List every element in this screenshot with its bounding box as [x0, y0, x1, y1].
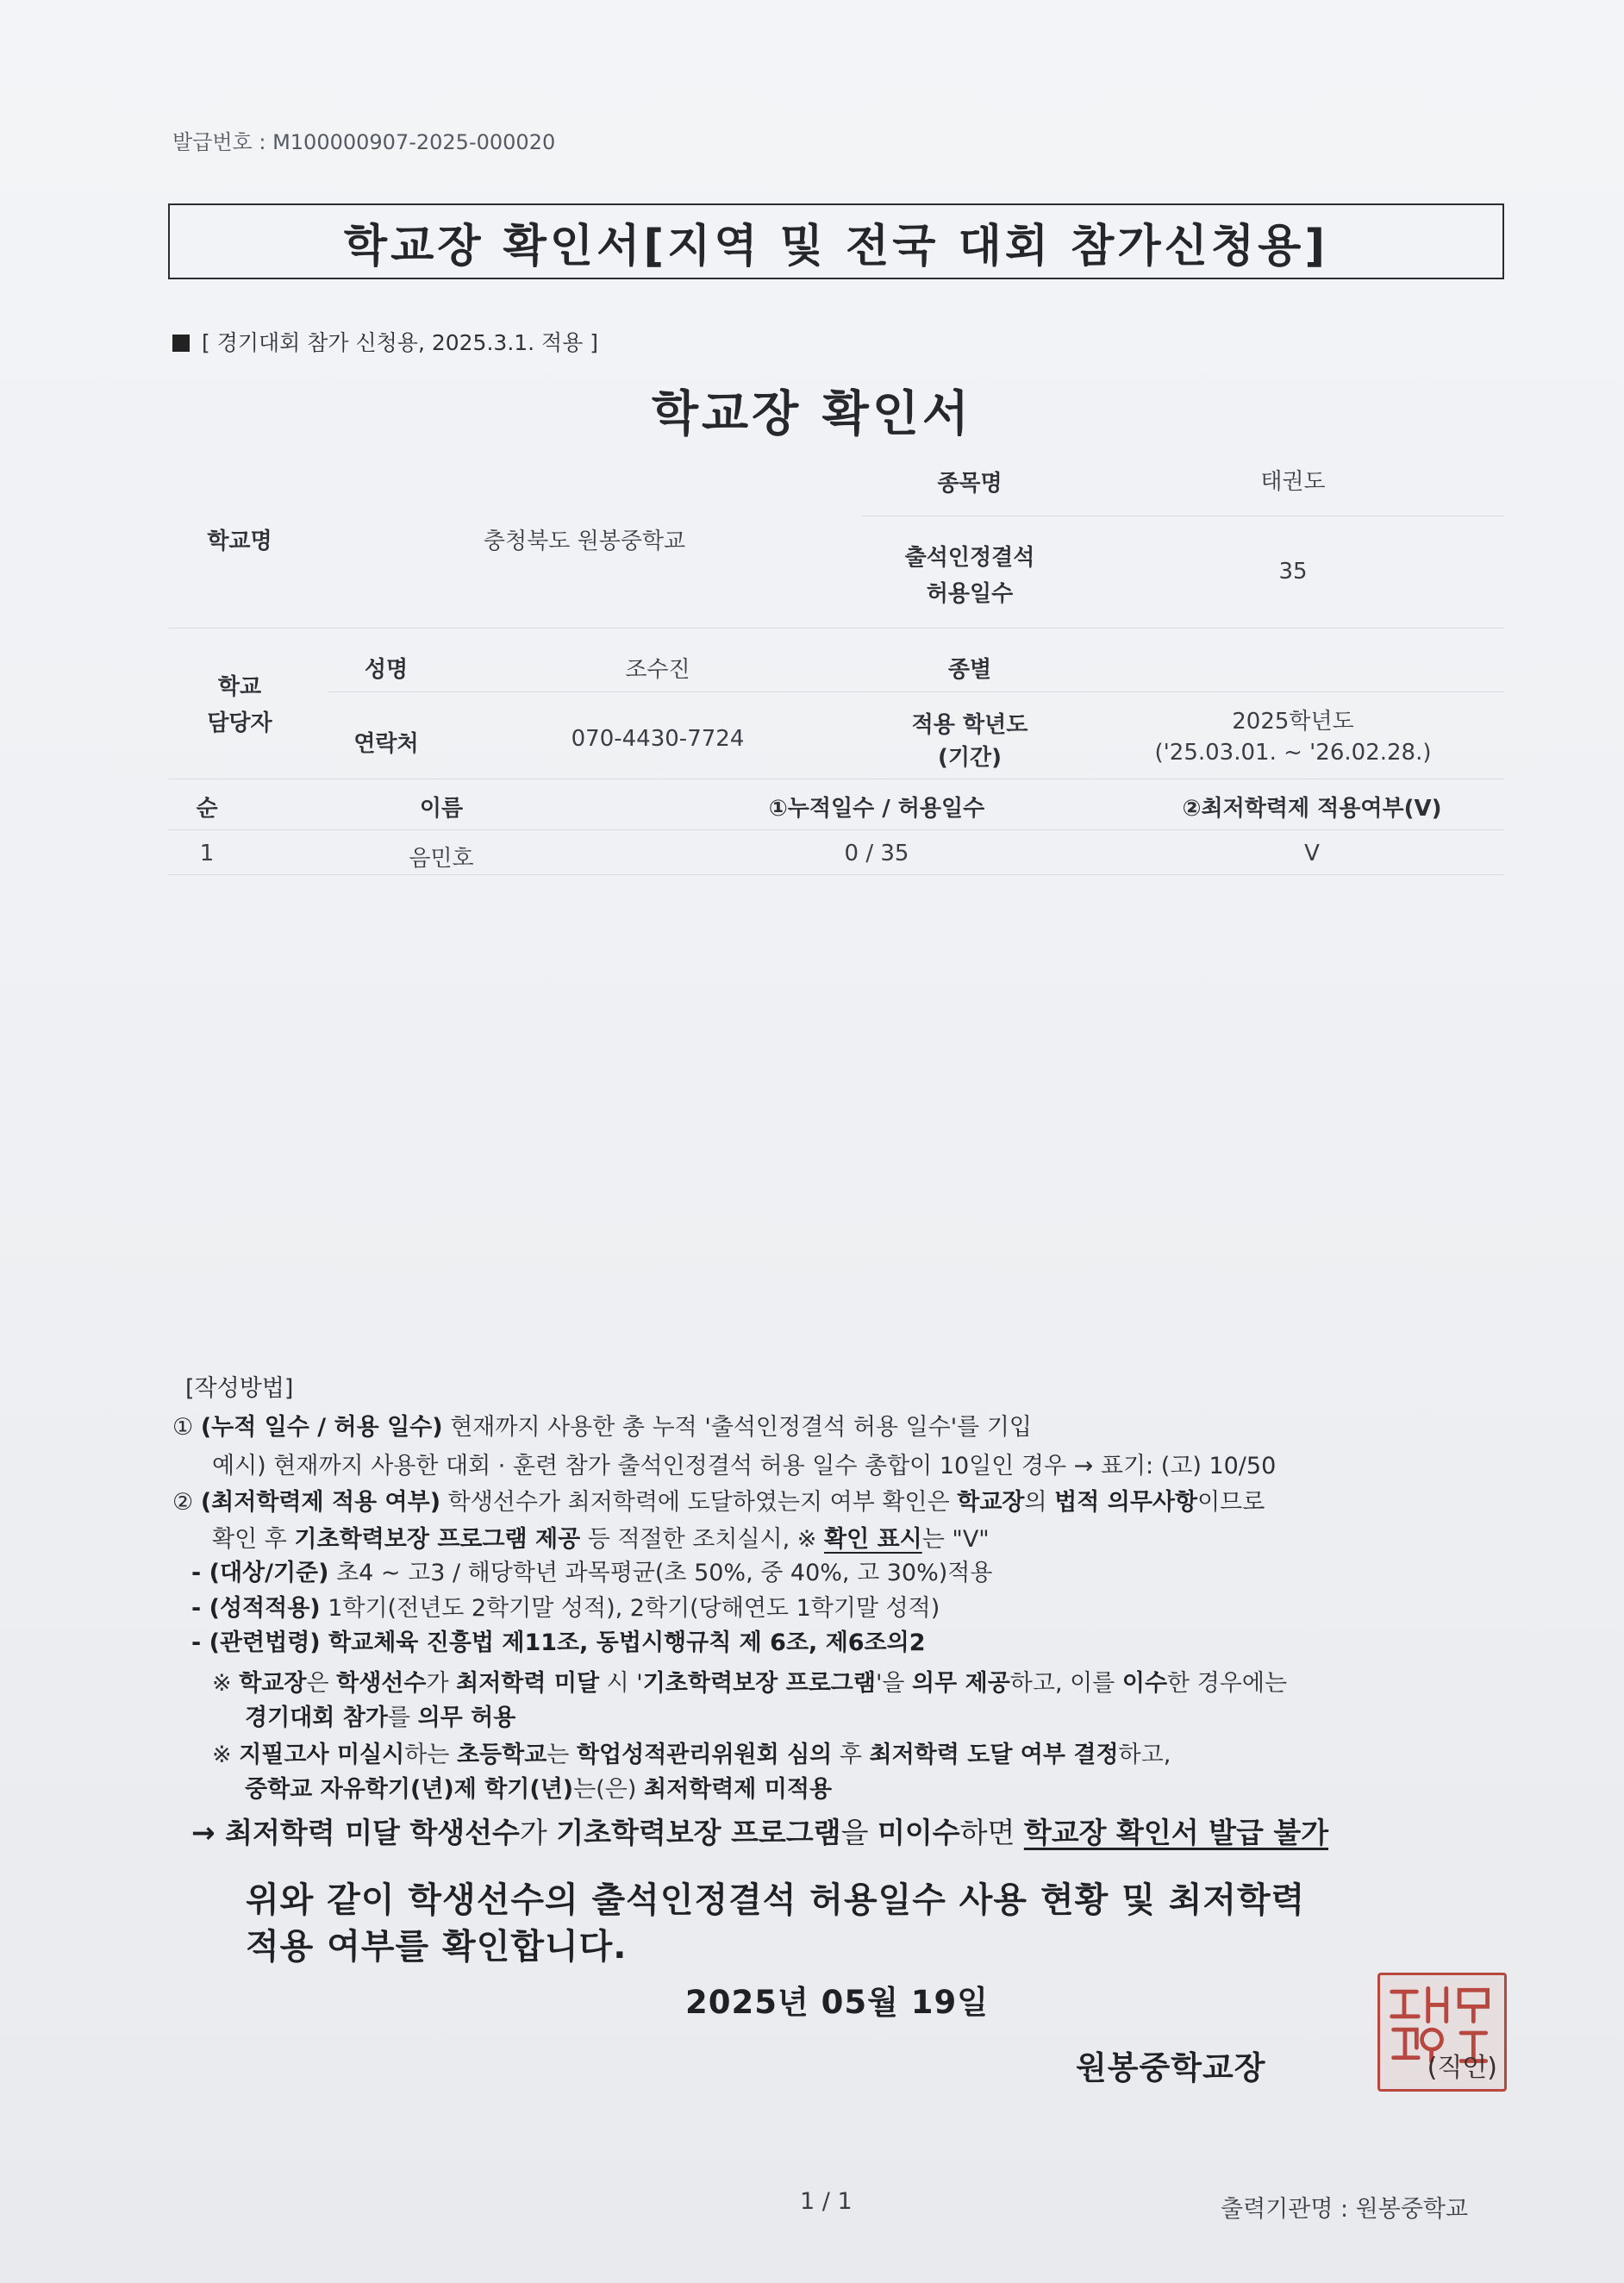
item-emphasis: 확인 표시 [824, 1526, 922, 1553]
remark-text: 가 [426, 1670, 457, 1697]
subtitle [172, 326, 598, 357]
item-number: ② [172, 1489, 194, 1516]
detail-key: - (성적적용) [191, 1595, 321, 1622]
sport-label: 종목명 [937, 471, 1003, 497]
allowed-days-label-1: 출석인정결석 [904, 545, 1035, 571]
year-label-2: (기간) [938, 745, 1002, 771]
remark-emphasis: 초등학교 [456, 1742, 547, 1768]
remark-text: 시 ' [599, 1670, 643, 1697]
remark-emphasis: 최저학력 도달 여부 결정 [869, 1742, 1119, 1768]
subtitle-text: [ 경기대회 참가 신청용, 2025.3.1. 적용 ] [202, 330, 599, 355]
guide-detail-target [191, 1554, 992, 1587]
remark-emphasis: 경기대회 참가 [245, 1704, 388, 1731]
year-value-1: 2025학년도 [1232, 709, 1354, 735]
guide-item-2 [172, 1483, 1265, 1517]
sport-value: 태권도 [1260, 469, 1326, 495]
guide-detail-grades [191, 1589, 940, 1623]
guide-remark-2-line2 [245, 1770, 832, 1804]
page-number: 1 / 1 [800, 2188, 853, 2215]
contact-person-label-2: 담당자 [207, 710, 272, 736]
remark-mark: ※ [212, 1742, 240, 1768]
warning-text: 가 [519, 1816, 557, 1849]
remark-text: 후 [832, 1742, 870, 1768]
warning-text: 하면 [959, 1816, 1024, 1849]
remark-text: 를 [387, 1704, 418, 1731]
guide-remark-1-line2 [245, 1698, 515, 1732]
remark-emphasis: 학교장 [239, 1670, 307, 1697]
name-value: 조수진 [625, 657, 690, 683]
detail-text: 학교체육 진흥법 제11조, 동법시행규칙 제 6조, 제6조의2 [320, 1629, 926, 1656]
detail-text: 1학기(전년도 2학기말 성적), 2학기(당해연도 1학기말 성적) [320, 1595, 940, 1622]
item-text: 이므로 [1197, 1489, 1265, 1516]
issue-date: 2025년 05월 19일 [685, 1984, 989, 2021]
remark-emphasis: 최저학력제 미적용 [643, 1776, 833, 1803]
main-heading: 학교장 확인서 [651, 386, 973, 442]
allowed-days-label-2: 허용일수 [926, 581, 1014, 607]
item-emphasis: 학교장 [957, 1489, 1025, 1516]
col-header-days: ①누적일수 / 허용일수 [768, 796, 985, 822]
guide-remark-1 [212, 1664, 1287, 1698]
row-min-academic: V [1304, 841, 1320, 866]
school-value: 충청북도 원봉중학교 [483, 529, 686, 554]
confirmation-line-2: 적용 여부를 확인합니다. [246, 1927, 628, 1967]
phone-label: 연락처 [353, 731, 419, 757]
warning-text: → 최저학력 미달 학생선수 [191, 1816, 520, 1849]
year-label-1: 적용 학년도 [911, 712, 1028, 738]
item-text: 확인 후 [212, 1526, 295, 1553]
remark-text: 하는 [404, 1742, 457, 1768]
allowed-days-value: 35 [1278, 559, 1308, 585]
seal-text: (직인) [1427, 2053, 1497, 2083]
remark-emphasis: 중학교 자유학기(년)제 학기(년) [245, 1776, 574, 1803]
remark-text: 는 [547, 1742, 577, 1768]
output-organization: 출력기관명 : 원봉중학교 [1221, 2196, 1469, 2223]
remark-emphasis: 이수 [1121, 1670, 1168, 1697]
contact-person-label-1: 학교 [217, 674, 262, 700]
item-key: (누적 일수 / 허용 일수) [200, 1414, 443, 1441]
school-label: 학교명 [207, 529, 272, 554]
item-emphasis: 기초학력보장 프로그램 제공 [294, 1526, 581, 1553]
event-label: 종별 [947, 657, 992, 683]
divider [168, 829, 1504, 830]
remark-text: 한 경우에는 [1167, 1670, 1288, 1697]
row-name: 음민호 [409, 846, 474, 872]
name-label: 성명 [364, 657, 409, 683]
remark-emphasis: 의무 제공 [912, 1670, 1010, 1697]
col-header-no: 순 [196, 796, 218, 822]
item-text: 등 적절한 조치실시, ※ [580, 1526, 824, 1553]
warning-text: 미이수 [877, 1816, 960, 1849]
issue-number: 발급번호 : M100000907-2025-000020 [172, 130, 556, 154]
remark-emphasis: 지필고사 미실시 [239, 1742, 405, 1768]
guide-title: [작성방법] [185, 1375, 294, 1402]
item-text: 현재까지 사용한 총 누적 '출석인정결석 허용 일수'를 기입 [442, 1414, 1032, 1441]
guide-detail-law [191, 1623, 926, 1657]
warning-text: 기초학력보장 프로그램 [556, 1816, 841, 1849]
warning-text: 을 [840, 1816, 878, 1849]
warning-text: 학교장 확인서 발급 불가 [1023, 1816, 1329, 1849]
divider [168, 874, 1504, 875]
remark-emphasis: 최저학력 미달 [456, 1670, 600, 1697]
document-title: 학교장 확인서[지역 및 전국 대회 참가신청용] [168, 203, 1504, 279]
confirmation-line-1: 위와 같이 학생선수의 출석인정결석 허용일수 사용 현황 및 최저학력 [246, 1880, 1306, 1920]
detail-key: - (관련법령) [191, 1629, 321, 1656]
official-seal [1377, 1973, 1507, 2092]
guide-remark-2 [212, 1736, 1171, 1769]
remark-text: 은 [306, 1670, 337, 1697]
remark-emphasis: 학업성적관리위원회 심의 [576, 1742, 833, 1768]
signer-name: 원봉중학교장 [1076, 2049, 1266, 2086]
guide-item-2-line2 [212, 1520, 990, 1554]
arrow-warning [191, 1811, 1328, 1851]
item-number: ① [172, 1414, 194, 1441]
remark-text: 하고, 이를 [1009, 1670, 1122, 1697]
item-text: 학생선수가 최저학력에 도달하였는지 여부 확인은 [440, 1489, 958, 1516]
remark-text: 는(은) [573, 1776, 644, 1803]
item-key: (최저학력제 적용 여부) [200, 1489, 441, 1516]
col-header-min-academic: ②최저학력제 적용여부(V) [1182, 796, 1442, 822]
remark-emphasis: 의무 허용 [417, 1704, 516, 1731]
divider [328, 691, 1504, 692]
year-value-2: ('25.03.01. ~ '26.02.28.) [1154, 740, 1432, 766]
detail-key: - (대상/기준) [191, 1560, 329, 1586]
remark-text: '을 [875, 1670, 913, 1697]
row-days: 0 / 35 [844, 841, 909, 866]
item-text: 는 "V" [921, 1526, 990, 1553]
detail-text: 초4 ~ 고3 / 해당학년 과목평균(초 50%, 중 40%, 고 30%)적용 [328, 1560, 993, 1586]
square-bullet-icon [172, 335, 190, 352]
guide-item-1-example: 예시) 현재까지 사용한 대회 · 훈련 참가 출석인정결석 허용 일수 총합이 10일인 경우 → 표기: (고) 10/50 [212, 1453, 1277, 1479]
divider [168, 628, 1504, 629]
remark-mark: ※ [212, 1670, 240, 1697]
remark-text: 하고, [1118, 1742, 1171, 1768]
item-text: 의 [1024, 1489, 1055, 1516]
remark-emphasis: 학생선수 [336, 1670, 427, 1697]
col-header-name: 이름 [419, 796, 464, 822]
guide-item-1 [172, 1408, 1032, 1442]
remark-emphasis: 기초학력보장 프로그램 [642, 1670, 876, 1697]
item-emphasis: 법적 의무사항 [1054, 1489, 1198, 1516]
row-no: 1 [199, 841, 215, 866]
phone-value: 070-4430-7724 [571, 726, 745, 752]
